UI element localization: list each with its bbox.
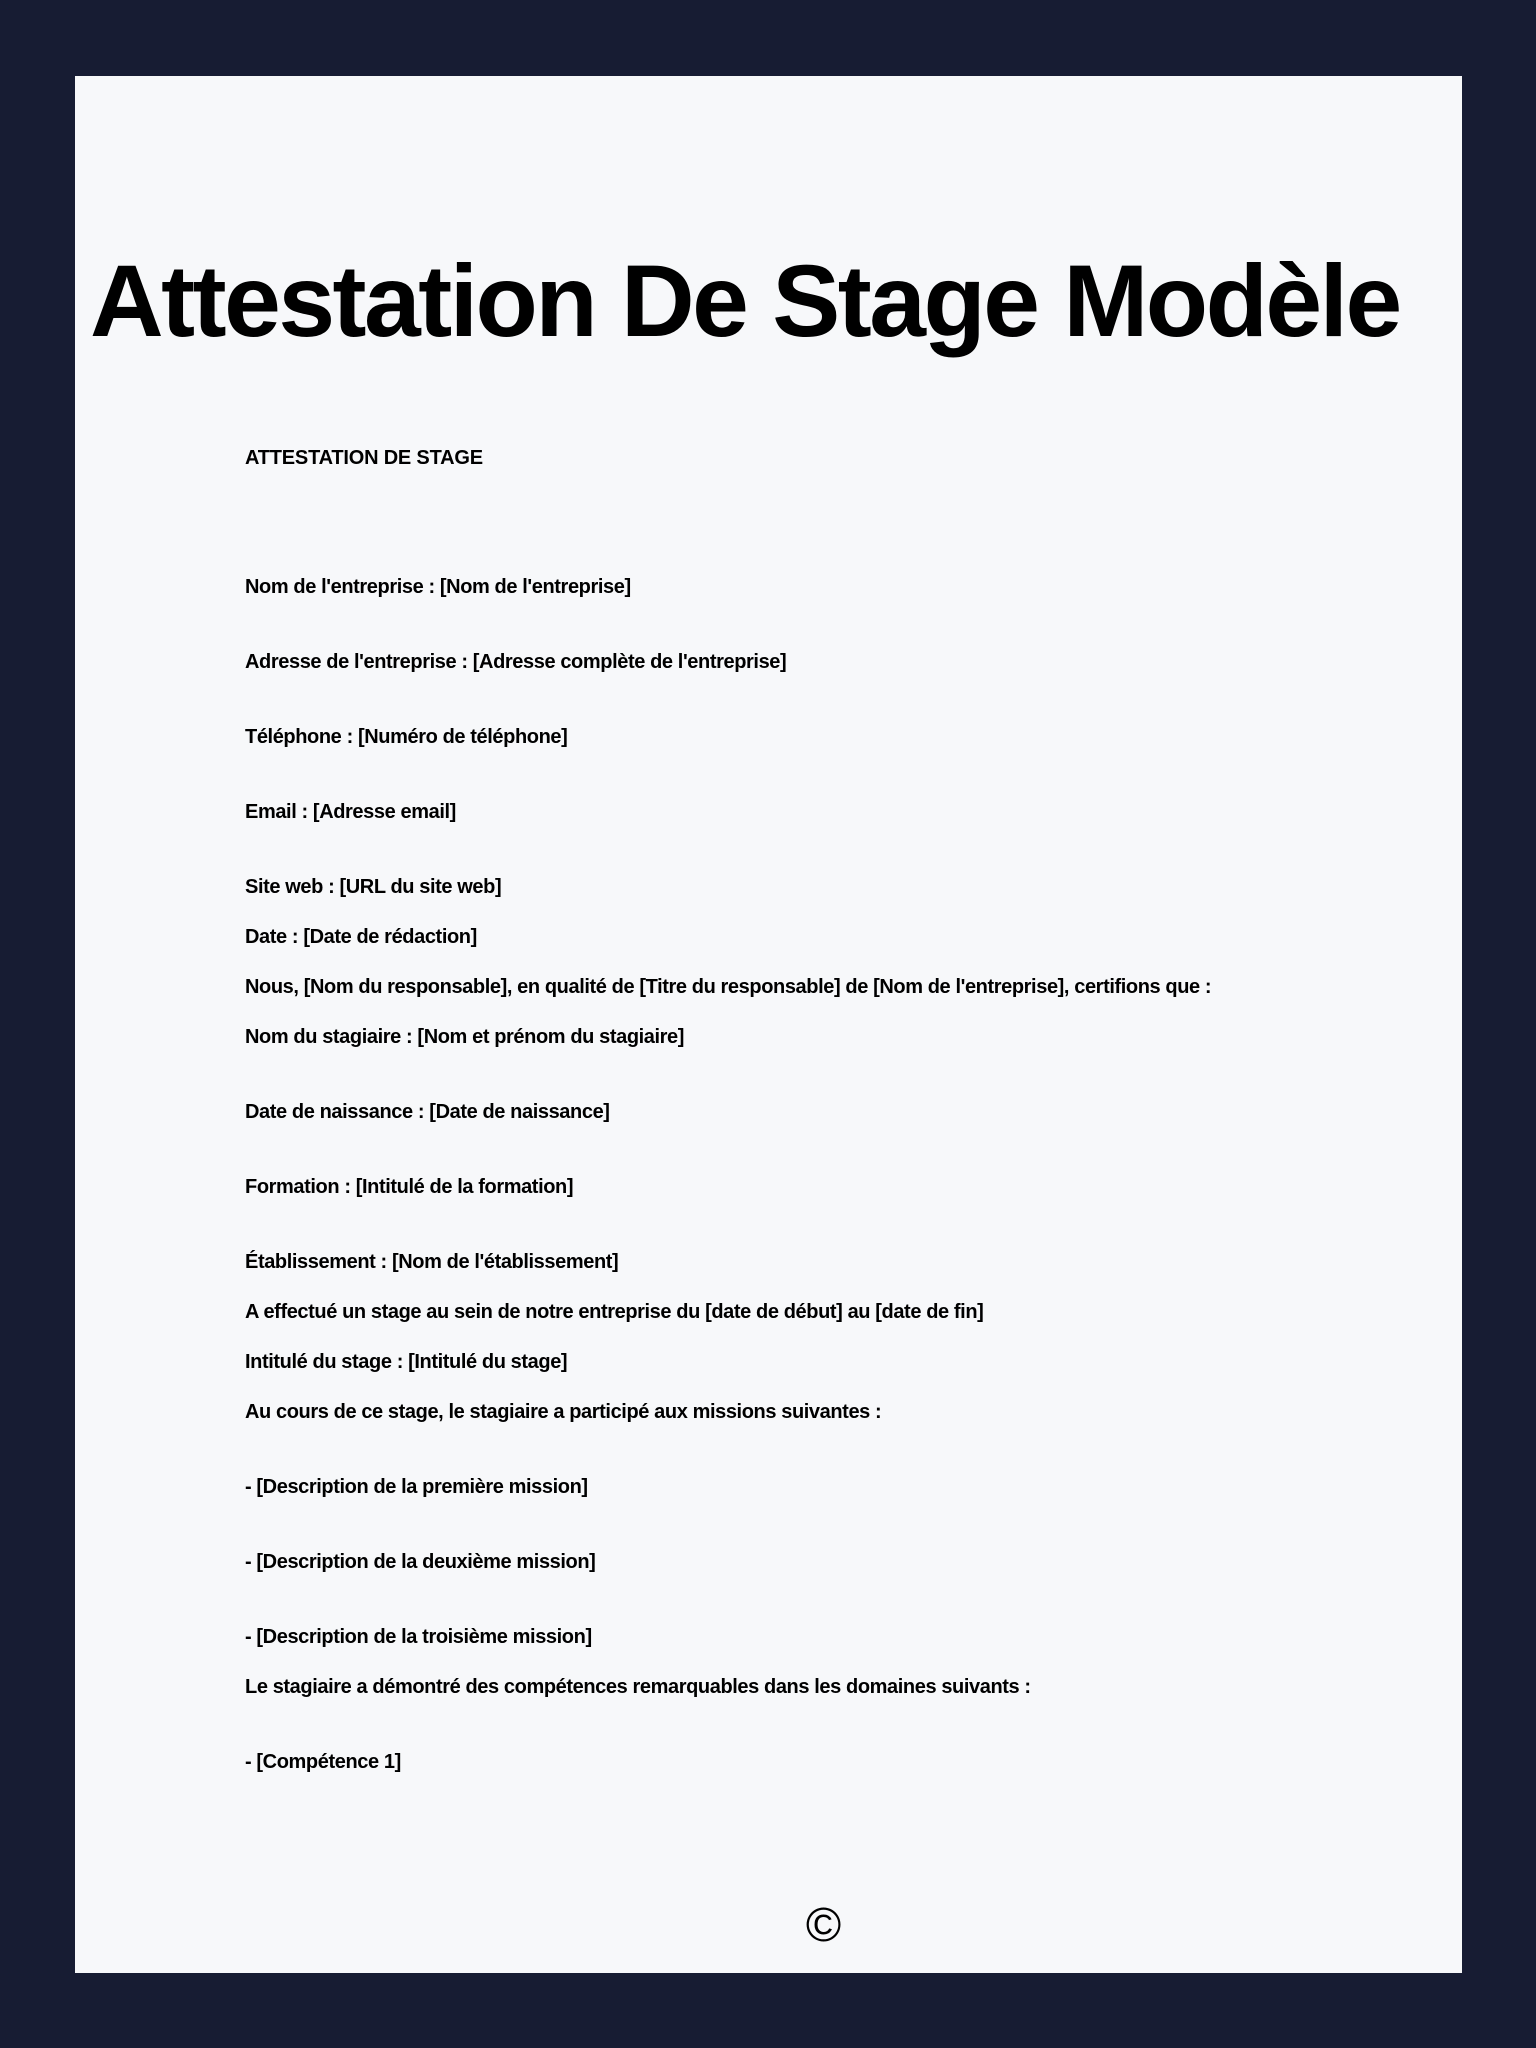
doc-line-intern-name: Nom du stagiaire : [Nom et prénom du stagiaire]: [245, 1026, 685, 1048]
doc-line-mission-1: - [Description de la première mission]: [245, 1476, 588, 1498]
doc-line-internship-title: Intitulé du stage : [Intitulé du stage]: [245, 1351, 568, 1373]
document-page: [75, 76, 1462, 1973]
doc-line-skill-1: - [Compétence 1]: [245, 1751, 401, 1773]
doc-line-institution: Établissement : [Nom de l'établissement]: [245, 1251, 619, 1273]
doc-section-heading: ATTESTATION DE STAGE: [245, 447, 483, 469]
doc-line-training: Formation : [Intitulé de la formation]: [245, 1176, 574, 1198]
doc-line-website: Site web : [URL du site web]: [245, 876, 502, 898]
footer: [245, 1899, 1402, 1952]
document-body: [75, 446, 1462, 1952]
doc-line-internship-period: A effectué un stage au sein de notre entreprise du [date de début] au [date de fin]: [245, 1301, 984, 1323]
doc-line-certification: Nous, [Nom du responsable], en qualité de [Titre du responsable] de [Nom de l'entreprise], certifions que :: [245, 976, 1212, 998]
doc-line-skills-intro: Le stagiaire a démontré des compétences remarquables dans les domaines suivants :: [245, 1676, 1031, 1698]
copyright-icon: ©: [805, 1899, 842, 1952]
doc-line-company-address: Adresse de l'entreprise : [Adresse complète de l'entreprise]: [245, 651, 787, 673]
doc-line-email: Email : [Adresse email]: [245, 801, 456, 823]
doc-line-birth-date: Date de naissance : [Date de naissance]: [245, 1101, 610, 1123]
doc-line-company-name: Nom de l'entreprise : [Nom de l'entreprise]: [245, 576, 631, 598]
doc-line-mission-2: - [Description de la deuxième mission]: [245, 1551, 596, 1573]
doc-line-missions-intro: Au cours de ce stage, le stagiaire a participé aux missions suivantes :: [245, 1401, 882, 1423]
doc-line-phone: Téléphone : [Numéro de téléphone]: [245, 726, 568, 748]
doc-line-mission-3: - [Description de la troisième mission]: [245, 1626, 592, 1648]
doc-line-date: Date : [Date de rédaction]: [245, 926, 477, 948]
page-title: Attestation De Stage Modèle: [90, 244, 1400, 358]
